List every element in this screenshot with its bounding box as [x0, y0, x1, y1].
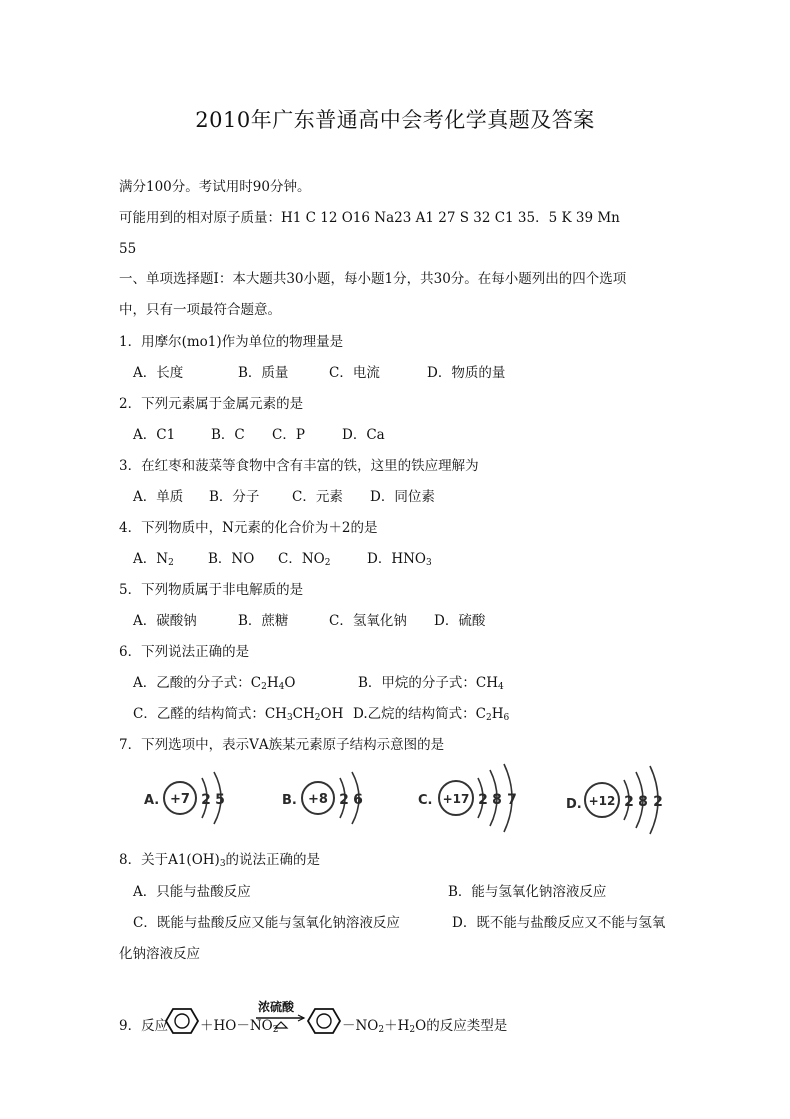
atom-a-shell-1-count: 2	[201, 792, 211, 808]
atom-d-shell-1-count: 2	[624, 794, 634, 810]
benzene-ring-product-icon	[306, 1006, 342, 1036]
atom-b-shell-2-count: 6	[353, 792, 363, 808]
atom-c-nucleus: +17	[442, 792, 470, 806]
atom-b-label: B.	[282, 793, 297, 808]
question-1-option-d: D．物质的量	[427, 365, 506, 381]
question-2-option-a: A．C1	[133, 427, 176, 443]
question-6-option-d: D.乙烷的结构简式：$C_2H_6$	[353, 706, 510, 723]
atom-d-shell-2-count: 8	[638, 794, 648, 810]
question-1-option-b: B．质量	[238, 365, 289, 381]
atom-d-label: D.	[566, 797, 582, 812]
question-2-stem: 2．下列元素属于金属元素的是	[119, 396, 304, 412]
question-8-option-d-cont: 化钠溶液反应	[119, 946, 200, 962]
question-5-option-a: A．碳酸钠	[133, 613, 197, 629]
question-5-option-d: D．硫酸	[434, 613, 486, 629]
atom-c-shell-1-count: 2	[478, 792, 488, 808]
intro-score-time: 满分100分。考试用时90分钟。	[119, 179, 311, 195]
question-6-option-a: A．乙酸的分子式：$C_2H_4O$	[133, 675, 296, 692]
question-9-catalyst-label: 浓硫酸	[258, 1000, 295, 1014]
question-4-stem: 4．下列物质中，N元素的化合价为＋2的是	[119, 520, 378, 536]
atom-a-nucleus: +7	[170, 792, 190, 807]
question-4-option-a: A．$N_2$	[133, 551, 174, 568]
question-8-option-c: C．既能与盐酸反应又能与氢氧化钠溶液反应	[133, 915, 400, 931]
question-8-option-a: A．只能与盐酸反应	[133, 884, 251, 900]
question-7-stem: 7．下列选项中，表示ⅤA族某元素原子结构示意图的是	[119, 737, 445, 753]
section-heading-cont: 中，只有一项最符合题意。	[119, 302, 281, 318]
intro-atomic-masses-cont: 55	[119, 241, 137, 257]
question-2-option-c: C．P	[272, 427, 305, 443]
question-8-option-b: B．能与氢氧化钠溶液反应	[448, 884, 607, 900]
atom-b-shell-1-count: 2	[339, 792, 349, 808]
question-9-product: $-NO_2+H_2O$的反应类型是	[342, 1018, 508, 1035]
question-4-option-b: B．NO	[208, 551, 255, 567]
question-5-stem: 5．下列物质属于非电解质的是	[119, 582, 304, 598]
question-8-stem: 8．关于$A1(OH)_3$的说法正确的是	[119, 852, 321, 869]
question-3-option-b: B．分子	[209, 489, 260, 505]
question-5-option-c: C．氢氧化钠	[329, 613, 407, 629]
atom-d-nucleus: +12	[588, 794, 616, 808]
question-1-option-c: C．电流	[329, 365, 380, 381]
question-1-stem: 1．用摩尔(mo1)作为单位的物理量是	[119, 334, 344, 350]
atom-d-shell-3-count: 2	[653, 794, 663, 810]
question-1-option-a: A．长度	[133, 365, 184, 381]
question-9-prefix: 9．反应	[119, 1018, 169, 1034]
question-4-option-d: D．$HNO_3$	[367, 551, 432, 568]
atom-c-label: C.	[418, 793, 433, 808]
question-6-option-c: C．乙醛的结构简式：$CH_3CH_2OH$	[133, 706, 344, 723]
atom-diagram-c	[418, 764, 517, 832]
atom-diagram-d	[566, 766, 663, 834]
page-title: 2010年广东普通高中会考化学真题及答案	[195, 108, 595, 132]
question-5-option-b: B．蔗糖	[238, 613, 289, 629]
question-4-option-c: C．$NO_2$	[278, 551, 331, 568]
intro-atomic-masses: 可能用到的相对原子质量：H1 C 12 O16 Na23 A1 27 S 32 C1 35．5 K 39 Mn	[119, 210, 620, 226]
question-3-option-d: D．同位素	[370, 489, 435, 505]
atom-a-label: A.	[144, 793, 160, 808]
benzene-ring-reactant-icon	[164, 1006, 200, 1036]
question-6-option-b: B．甲烷的分子式：$CH_4$	[358, 675, 504, 692]
atom-c-shell-3-count: 7	[507, 792, 517, 808]
question-6-stem: 6．下列说法正确的是	[119, 644, 250, 660]
atom-diagram-b	[282, 772, 363, 824]
section-heading: 一、单项选择题Ⅰ：本大题共30小题，每小题1分，共30分。在每小题列出的四个选项	[119, 271, 627, 287]
atom-diagram-a	[144, 772, 225, 824]
question-3-option-c: C．元素	[292, 489, 343, 505]
atom-b-nucleus: +8	[308, 792, 328, 807]
question-2-option-b: B．C	[211, 427, 245, 443]
question-3-stem: 3．在红枣和菠菜等食物中含有丰富的铁，这里的铁应理解为	[119, 458, 479, 474]
question-8-option-d: D．既不能与盐酸反应又不能与氢氧	[452, 915, 666, 931]
reaction-arrow-icon	[256, 1014, 306, 1030]
atom-a-shell-2-count: 5	[215, 792, 225, 808]
question-9-reagent: $+HO-NO_2$	[200, 1018, 279, 1035]
question-3-option-a: A．单质	[133, 489, 184, 505]
atomic-structure-diagrams	[138, 760, 698, 840]
question-2-option-d: D．Ca	[342, 427, 385, 443]
atom-c-shell-2-count: 8	[492, 792, 502, 808]
